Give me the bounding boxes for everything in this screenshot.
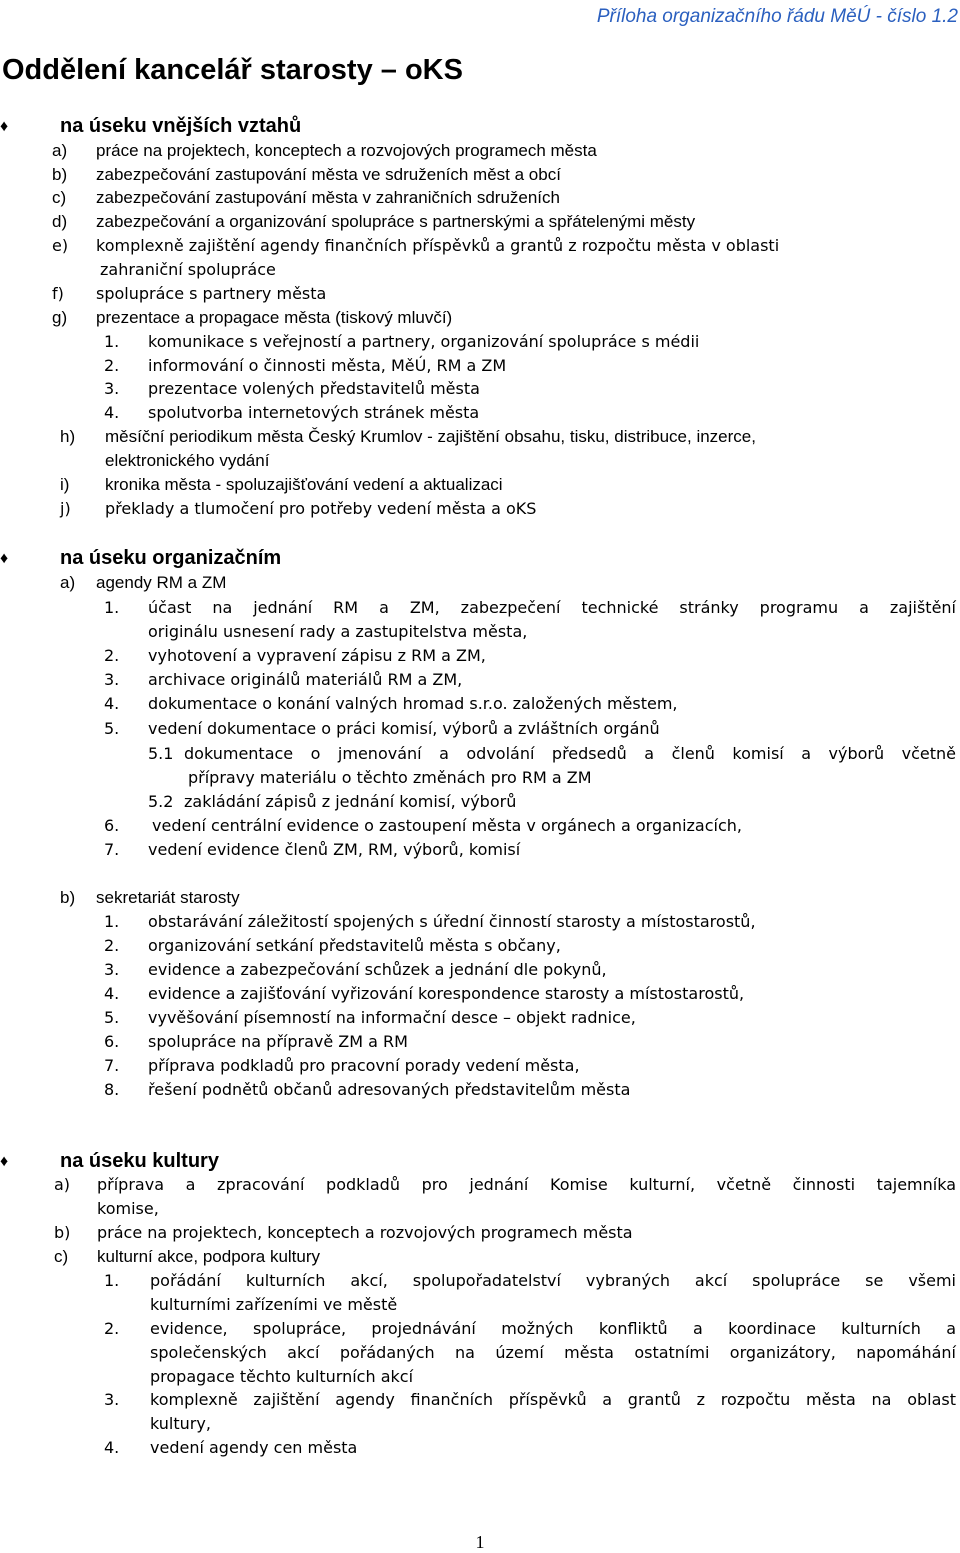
item-text: prezentace volených představitelů města [148, 379, 480, 398]
item-text: řešení podnětů občanů adresovaných představitelům města [148, 1080, 631, 1099]
diamond-bullet-icon: ♦ [0, 1153, 9, 1170]
annex-reference: Příloha organizačního řádu MěÚ - číslo 1.2 [596, 6, 958, 27]
item-label: 1. [104, 1271, 120, 1290]
item-text: agendy RM a ZM [96, 573, 227, 592]
item-text: příprava podkladů pro pracovní porady vedení města, [148, 1056, 580, 1075]
item-text-continued: propagace těchto kulturních akcí [150, 1367, 414, 1386]
item-label: 3. [104, 1390, 120, 1409]
item-label: i) [60, 475, 70, 494]
item-text-continued: komise, [97, 1199, 159, 1218]
item-text: vedení centrální evidence o zastoupení města v orgánech a organizacích, [152, 816, 742, 835]
item-label: a) [52, 141, 68, 160]
item-text: kronika města - spoluzajišťování vedení a aktualizaci [105, 475, 503, 494]
item-text: vyvěšování písemností na informační desce – objekt radnice, [148, 1008, 636, 1027]
item-label: 6. [104, 816, 120, 835]
item-text: práce na projektech, konceptech a rozvojových programech města [97, 1223, 633, 1242]
item-label: g) [52, 308, 68, 327]
item-text-continued: kulturními zařízeními ve městě [150, 1295, 398, 1314]
item-text: evidence, spolupráce, projednávání možných konfliktů a koordinace kulturních a [150, 1319, 956, 1338]
item-label: 4. [104, 1438, 120, 1457]
item-label: 4. [104, 403, 120, 422]
item-label: d) [52, 212, 68, 231]
item-text: kulturní akce, podpora kultury [97, 1247, 321, 1266]
item-text: komplexně zajištění agendy finančních příspěvků a grantů z rozpočtu města v oblasti [96, 236, 780, 255]
item-text: zabezpečování a organizování spolupráce s partnerskými a spřátelenými městy [96, 212, 696, 231]
page-title: Oddělení kancelář starosty – oKS [2, 54, 463, 86]
item-text: informování o činnosti města, MěÚ, RM a ZM [148, 356, 507, 375]
section-title: na úseku kultury [60, 1150, 219, 1172]
section-title: na úseku vnějších vztahů [60, 115, 302, 137]
item-label: 8. [104, 1080, 120, 1099]
item-text: spolupráce na přípravě ZM a RM [148, 1032, 408, 1051]
item-label: 7. [104, 840, 120, 859]
item-label: 3. [104, 670, 120, 689]
item-label: 3. [104, 379, 120, 398]
item-text: účast na jednání RM a ZM, zabezpečení technické stránky programu a zajištění [148, 598, 956, 617]
item-text: příprava a zpracování podkladů pro jednání Komise kulturní, včetně činnosti tajemníka [97, 1175, 956, 1194]
item-text: vedení evidence členů ZM, RM, výborů, komisí [148, 840, 521, 859]
item-text: zabezpečování zastupování města ve sdruženích měst a obcí [96, 165, 561, 184]
item-text: vedení dokumentace o práci komisí, výborů a zvláštních orgánů [148, 719, 660, 738]
item-text: sekretariát starosty [96, 888, 240, 907]
item-label: 5.2 [148, 792, 174, 811]
section-title: na úseku organizačním [60, 547, 282, 569]
item-text: spolutvorba internetových stránek města [148, 403, 480, 422]
item-text: organizování setkání představitelů města s občany, [148, 936, 561, 955]
item-text: dokumentace o jmenování a odvolání předsedů a členů komisí a výborů včetně [184, 744, 956, 763]
item-label: f) [52, 284, 64, 303]
item-label: 5.1 [148, 744, 174, 763]
item-label: e) [52, 236, 69, 255]
item-label: 2. [104, 936, 120, 955]
item-text: spolupráce s partnery města [96, 284, 327, 303]
item-label: 5. [104, 1008, 120, 1027]
item-text: měsíční periodikum města Český Krumlov - zajištění obsahu, tisku, distribuce, inzerce, [105, 427, 756, 446]
item-text-continued: kultury, [150, 1414, 211, 1433]
item-label: 1. [104, 598, 120, 617]
diamond-bullet-icon: ♦ [0, 550, 9, 567]
item-text: vyhotovení a vypravení zápisu z RM a ZM, [148, 646, 486, 665]
item-label: 7. [104, 1056, 120, 1075]
item-label: b) [60, 888, 76, 907]
item-text: archivace originálů materiálů RM a ZM, [148, 670, 463, 689]
diamond-bullet-icon: ♦ [0, 118, 9, 135]
item-label: 1. [104, 332, 120, 351]
item-text: překlady a tlumočení pro potřeby vedení města a oKS [105, 499, 537, 518]
item-text-continued: společenských akcí pořádaných na území města ostatními organizátory, napomáhání [150, 1343, 956, 1362]
item-text: pořádání kulturních akcí, spolupořadatelství vybraných akcí spolupráce se všemi [150, 1271, 956, 1290]
item-text: prezentace a propagace města (tiskový mluvčí) [96, 308, 453, 327]
item-label: 2. [104, 646, 120, 665]
item-text: evidence a zajišťování vyřizování korespondence starosty a místostarostů, [148, 984, 745, 1003]
item-text: komplexně zajištění agendy finančních příspěvků a grantů z rozpočtu města na oblast [150, 1390, 956, 1409]
item-label: 6. [104, 1032, 120, 1051]
item-text-continued: zahraniční spolupráce [100, 260, 276, 279]
item-text: komunikace s veřejností a partnery, organizování spolupráce s médii [148, 332, 700, 351]
item-label: j) [60, 499, 71, 518]
item-label: c) [54, 1247, 69, 1266]
item-label: a) [60, 573, 76, 592]
item-label: 1. [104, 912, 120, 931]
item-label: b) [52, 165, 68, 184]
item-text: obstarávání záležitostí spojených s úřední činností starosty a místostarostů, [148, 912, 756, 931]
page-number: 1 [475, 1532, 485, 1552]
item-label: c) [52, 188, 67, 207]
item-label: 2. [104, 356, 120, 375]
item-label: 2. [104, 1319, 120, 1338]
item-label: 5. [104, 719, 120, 738]
item-label: h) [60, 427, 76, 446]
item-text: práce na projektech, konceptech a rozvojových programech města [96, 141, 597, 160]
item-label: 4. [104, 694, 120, 713]
item-text: zabezpečování zastupování města v zahraničních sdruženích [96, 188, 560, 207]
item-text-continued: přípravy materiálu o těchto změnách pro RM a ZM [188, 768, 592, 787]
item-text-continued: elektronického vydání [105, 451, 270, 470]
item-label: 3. [104, 960, 120, 979]
item-text: dokumentace o konání valných hromad s.r.o. založených městem, [148, 694, 678, 713]
item-label: 4. [104, 984, 120, 1003]
item-text: vedení agendy cen města [150, 1438, 358, 1457]
item-text: zakládání zápisů z jednání komisí, výborů [184, 792, 517, 811]
item-label: a) [54, 1175, 71, 1194]
item-label: b) [54, 1223, 71, 1242]
item-text: evidence a zabezpečování schůzek a jednání dle pokynů, [148, 960, 607, 979]
item-text-continued: originálu usnesení rady a zastupitelstva města, [148, 622, 528, 641]
